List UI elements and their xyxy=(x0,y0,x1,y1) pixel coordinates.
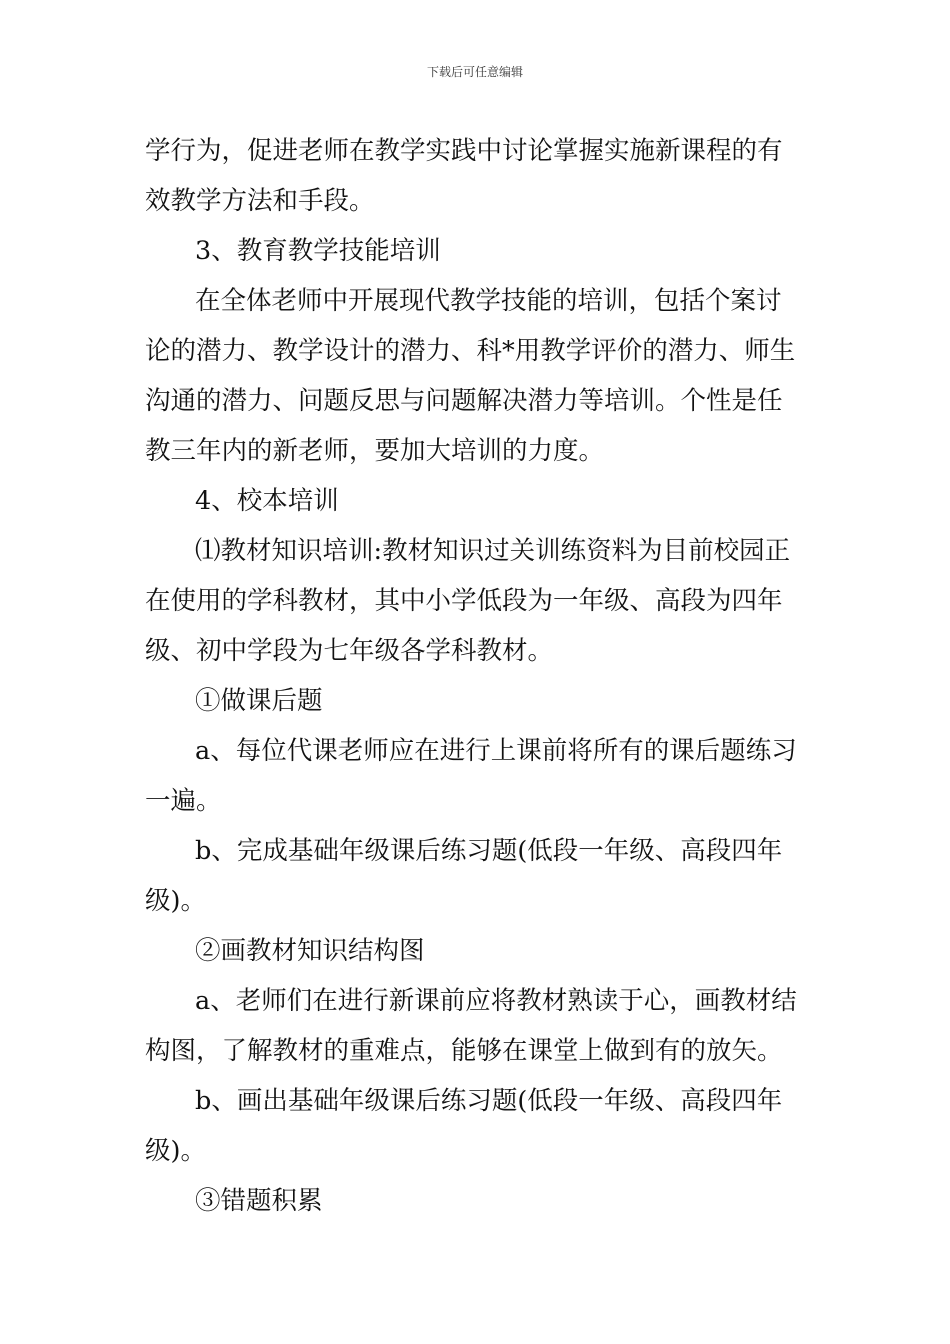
paragraph-line: b、完成基础年级课后练习题(低段一年级、高段四年 xyxy=(195,836,783,866)
subsection-heading: ①做课后题 xyxy=(195,686,323,716)
paragraph-line: 构图，了解教材的重难点，能够在课堂上做到有的放矢。 xyxy=(145,1036,783,1066)
paragraph-line: b、画出基础年级课后练习题(低段一年级、高段四年 xyxy=(195,1086,783,1116)
paragraph-line: 在使用的学科教材，其中小学低段为一年级、高段为四年 xyxy=(145,586,783,616)
paragraph-line: a、老师们在进行新课前应将教材熟读于心，画教材结 xyxy=(195,986,797,1016)
paragraph-line: 级、初中学段为七年级各学科教材。 xyxy=(145,636,554,666)
subsection-heading: ②画教材知识结构图 xyxy=(195,936,425,966)
paragraph-line: 学行为，促进老师在教学实践中讨论掌握实施新课程的有 xyxy=(145,136,783,166)
paragraph-line: 一遍。 xyxy=(145,786,222,816)
paragraph-line: ⑴教材知识培训:教材知识过关训练资料为目前校园正 xyxy=(195,536,791,566)
paragraph-line: 沟通的潜力、问题反思与问题解决潜力等培训。个性是任 xyxy=(145,386,783,416)
subsection-heading: ③错题积累 xyxy=(195,1186,323,1216)
document-body xyxy=(145,126,810,1226)
page-header: 下载后可任意编辑 xyxy=(426,65,523,79)
paragraph-line: 级)。 xyxy=(145,1136,206,1166)
paragraph-line: 级)。 xyxy=(145,886,206,916)
section-heading: 4、校本培训 xyxy=(195,486,339,516)
paragraph-line: 教三年内的新老师，要加大培训的力度。 xyxy=(145,436,605,466)
paragraph-line: 论的潜力、教学设计的潜力、科*用教学评价的潜力、师生 xyxy=(145,336,796,366)
paragraph-line: 在全体老师中开展现代教学技能的培训，包括个案讨 xyxy=(195,286,782,316)
section-heading: 3、教育教学技能培训 xyxy=(195,236,441,266)
paragraph-line: 效教学方法和手段。 xyxy=(145,186,375,216)
paragraph-line: a、每位代课老师应在进行上课前将所有的课后题练习 xyxy=(195,736,797,766)
